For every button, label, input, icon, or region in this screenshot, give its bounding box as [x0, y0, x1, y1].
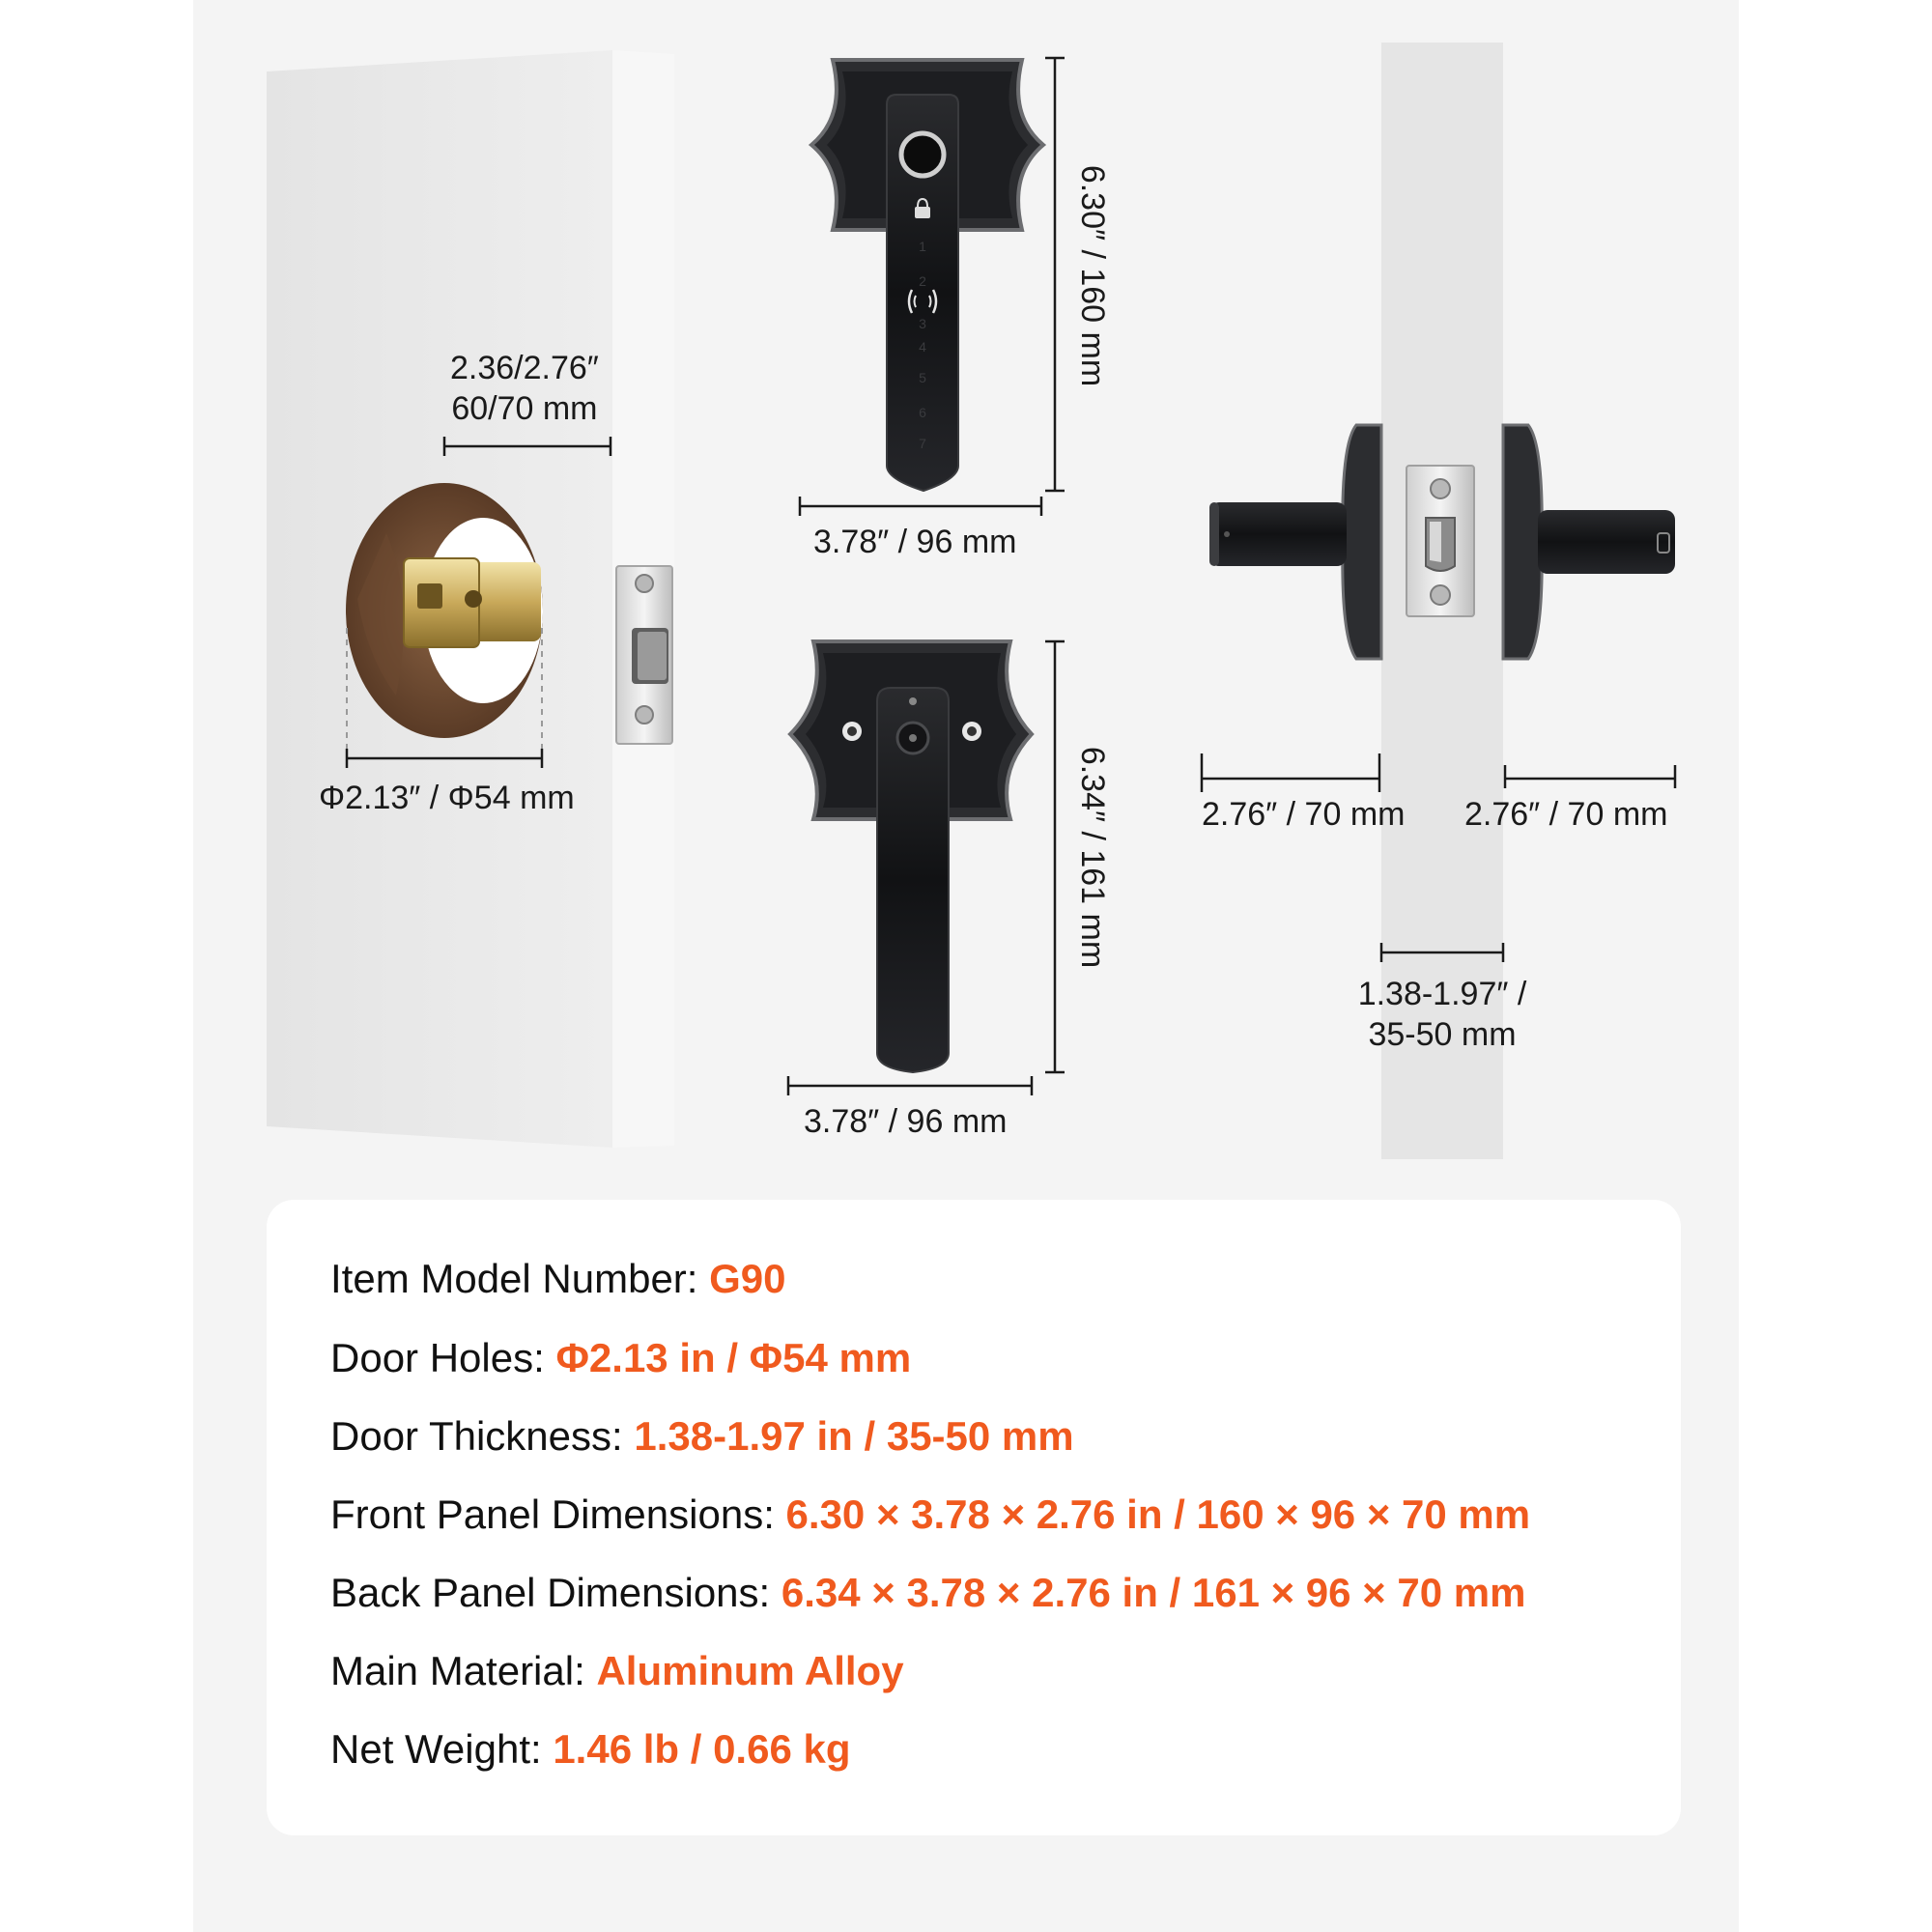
front-height-label: 6.30″ / 160 mm — [1074, 164, 1112, 387]
fingerprint-sensor-icon — [901, 133, 944, 176]
door-panel — [267, 50, 674, 1148]
spec-value: Φ2.13 in / Φ54 mm — [555, 1335, 912, 1380]
keypad-digit: 7 — [919, 436, 926, 451]
front-width-label: 3.78″ / 96 mm — [813, 524, 1017, 560]
spec-label: Door Holes: — [330, 1335, 545, 1380]
spec-value: Aluminum Alloy — [596, 1648, 904, 1693]
keypad-digit: 6 — [919, 405, 926, 420]
back-panel — [790, 641, 1032, 1072]
spec-value: 6.34 × 3.78 × 2.76 in / 161 × 96 × 70 mm — [781, 1570, 1526, 1615]
spec-value: G90 — [709, 1256, 786, 1301]
spec-front-panel — [330, 1490, 1530, 1540]
spec-door-thickness — [330, 1411, 1074, 1462]
door-thickness-inch: 1.38-1.97″ / — [1357, 976, 1527, 1012]
back-height-label: 6.34″ / 161 mm — [1074, 746, 1112, 969]
spec-label: Main Material: — [330, 1648, 585, 1693]
door-thickness-mm: 35-50 mm — [1368, 1016, 1517, 1053]
backset-label — [450, 348, 599, 429]
back-width-label: 3.78″ / 96 mm — [804, 1103, 1008, 1140]
door-hole-label: Φ2.13″ / Φ54 mm — [319, 780, 575, 816]
spec-model — [330, 1254, 786, 1304]
spec-label: Door Thickness: — [330, 1413, 623, 1459]
keypad-digit: 5 — [919, 370, 926, 385]
side-left-label: 2.76″ / 70 mm — [1202, 796, 1406, 833]
latch — [404, 558, 541, 647]
spec-weight — [330, 1724, 851, 1775]
side-right-label: 2.76″ / 70 mm — [1464, 796, 1668, 833]
spec-value: 6.30 × 3.78 × 2.76 in / 160 × 96 × 70 mm — [785, 1492, 1531, 1537]
keypad-digit: 1 — [919, 239, 926, 254]
door-thickness-label — [1352, 974, 1532, 1055]
spec-material — [330, 1646, 904, 1696]
spec-back-panel — [330, 1568, 1525, 1618]
backset-label-inch: 2.36/2.76″ — [450, 350, 599, 386]
spec-door-holes — [330, 1333, 911, 1383]
backset-label-mm: 60/70 mm — [451, 390, 598, 427]
front-panel — [811, 60, 1043, 491]
keypad-digit: 4 — [919, 339, 926, 355]
spec-label: Item Model Number: — [330, 1256, 698, 1301]
keypad-digit: 2 — [919, 273, 926, 289]
spec-label: Net Weight: — [330, 1726, 542, 1772]
spec-card — [267, 1200, 1681, 1835]
spec-label: Back Panel Dimensions: — [330, 1570, 771, 1615]
spec-label: Front Panel Dimensions: — [330, 1492, 775, 1537]
spec-value: 1.46 lb / 0.66 kg — [553, 1726, 851, 1772]
keypad-digit: 3 — [919, 316, 926, 331]
spec-value: 1.38-1.97 in / 35-50 mm — [634, 1413, 1074, 1459]
